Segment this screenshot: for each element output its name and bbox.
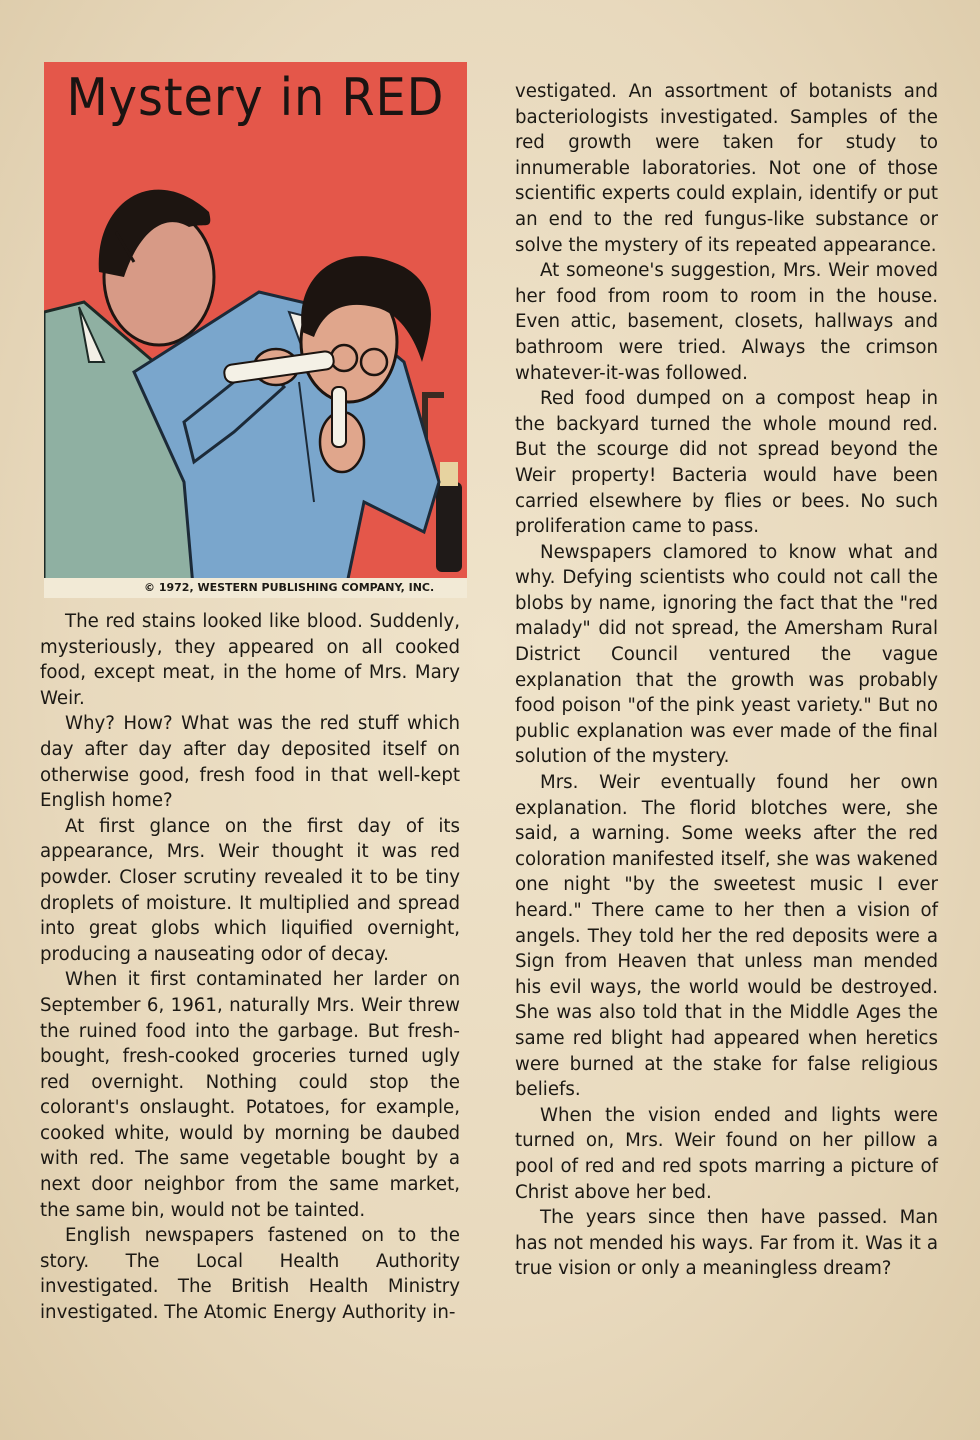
paragraph: Newspapers clamored to know what and why. Defying scientists who could not call the blobs by name, ignoring the fact that the "red malady" did not spread, the Amersham Rural District Council ventured the vague explanation that the growth was probably food poison "of the pink yeast variety." But no public explanation was ever made of the final solution of the mystery. — [515, 541, 938, 768]
copyright-line: © 1972, WESTERN PUBLISHING COMPANY, INC. — [44, 578, 467, 598]
paragraph: At someone's suggestion, Mrs. Weir moved her food from room to room in the house. Even attic, basement, closets, hallways and bathroom were tried. Always the crimson whatever-it-was followed. — [515, 260, 938, 384]
illustration-scientists-icon — [44, 62, 467, 598]
panel-title: Mystery in RED — [66, 68, 445, 128]
paragraph: When it first contaminated her larder on September 6, 1961, naturally Mrs. Weir threw the ruined food into the garbage. But fresh-bought, fresh-cooked groceries turned ugly red overnight. Nothing could stop the colorant's onslaught. Potatoes, for example, cooked white, would by morning be daubed with red. The same vegetable bought by a next door neighbor from the same market, the same bin, would not be tainted. — [40, 969, 460, 1221]
paragraph: vestigated. An assortment of botanists and bacteriologists investigated. Samples of the red growth were taken for study to innumerable laboratories. Not one of those scientific experts could explain, identify or put an end to the red fungus-like substance or solve the mystery of its repeated appearance. — [515, 81, 938, 256]
paragraph: Mrs. Weir eventually found her own explanation. The florid blotches were, she said, a warning. Some weeks after the red coloration manifested itself, she was wakened one night "by the sweetest music I ever heard." There came to her then a vision of angels. They told her the red deposits were a Sign from Heaven that unless man mended his evil ways, the world would be destroyed. She was also told that in the Middle Ages the same red blight had appeared when heretics were burned at the stake for false religious beliefs. — [515, 772, 938, 1101]
paragraph: Why? How? What was the red stuff which day after day after day deposited itself on otherwise good, fresh food in that well-kept English home? — [40, 713, 460, 812]
paragraph: The red stains looked like blood. Suddenly, mysteriously, they appeared on all cooked food, except meat, in the home of Mrs. Mary Weir. — [40, 611, 460, 709]
illustration-panel — [44, 62, 467, 598]
paragraph: The years since then have passed. Man has not mended his ways. Far from it. Was it a true vision or only a meaningless dream? — [515, 1207, 938, 1280]
article-left-column — [40, 609, 460, 1326]
paragraph: When the vision ended and lights were turned on, Mrs. Weir found on her pillow a pool of red and red spots marring a picture of Christ above her bed. — [515, 1104, 938, 1203]
paragraph: Red food dumped on a compost heap in the backyard turned the whole mound red. But the scourge did not spread beyond the Weir property! Bacteria would have been carried elsewhere by flies or bees. No such proliferation came to pass. — [515, 388, 938, 538]
article-right-column — [515, 79, 938, 1282]
paragraph: English newspapers fastened on to the story. The Local Health Authority investigated. The British Health Ministry investigated. The Atomic Energy Authority in- — [40, 1225, 460, 1324]
paragraph: At first glance on the first day of its appearance, Mrs. Weir thought it was red powder. Closer scrutiny revealed it to be tiny droplets of moisture. It multiplied and spread into great globs which liquified overnight, producing a nauseating odor of decay. — [40, 815, 460, 965]
